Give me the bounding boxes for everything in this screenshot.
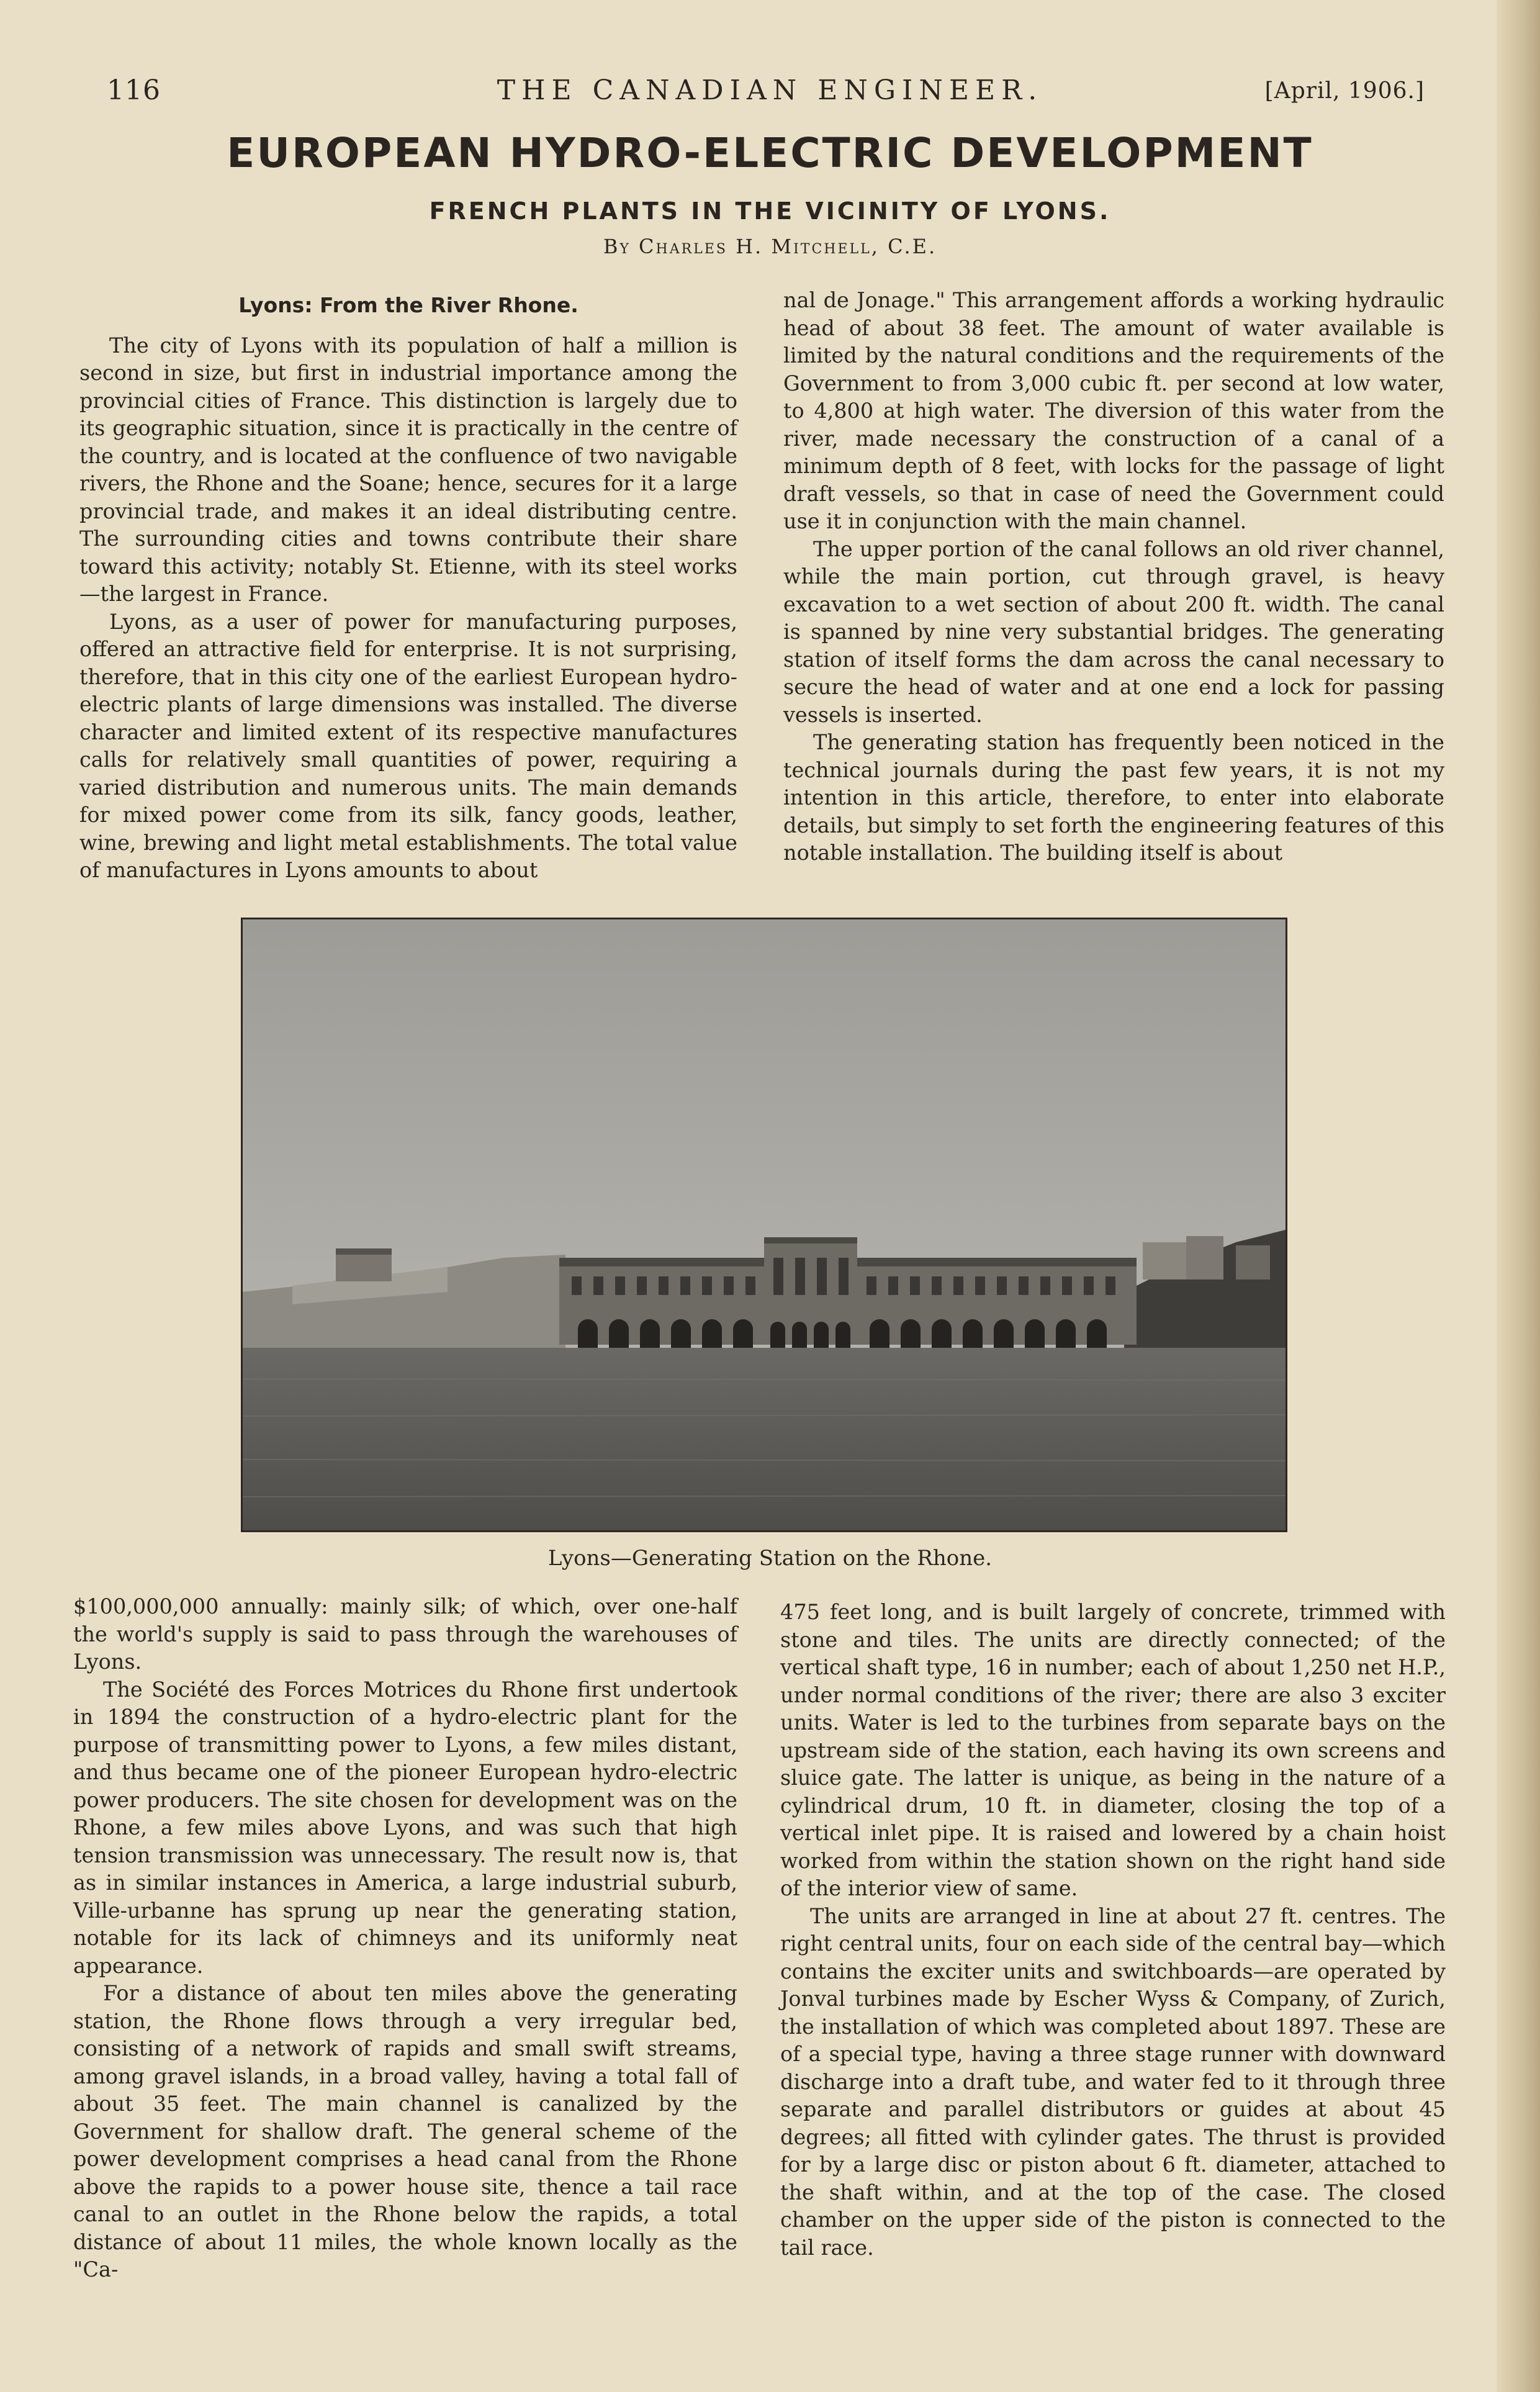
paragraph: The city of Lyons with its population of half a million is second in size, but first in industrial importance among the provincial cities of France. This distinction is largely due to its geographic situation, since it is practically in the centre of the country, and is located at the confluence of two navigable rivers, the Rhone and the Soane; hence, secures for it a large provincial trade, and makes it an ideal distributing centre. The surrounding cities and towns contribute their share toward this activity; notably St. Etienne, with its steel works—the largest in France.	[79, 333, 737, 606]
photo-caption: Lyons—Generating Station on the Rhone.	[547, 1546, 993, 1571]
column-bottom-left	[73, 1593, 737, 2284]
page-number: 116	[107, 74, 161, 106]
paragraph: $100,000,000 annually: mainly silk; of which, over one-half the world's supply is said to pass through the warehouses of Lyons.	[73, 1594, 737, 1674]
article-title: EUROPEAN HYDRO-ELECTRIC DEVELOPMENT	[227, 129, 1313, 177]
page-edge	[1497, 0, 1540, 2392]
paragraph: Lyons, as a user of power for manufacturing purposes, offered an attractive field for enterprise. It is not surprising, therefore, that in this city one of the earliest European hydro-electric plants of large dimensions was installed. The diverse character and limited extent of its respective manufactures calls for relatively small quantities of power, requiring a varied distribution and numerous units. The main demands for mixed power come from its silk, fancy goods, leather, wine, brewing and light metal establishments. The total value of manufactures in Lyons amounts to about	[79, 609, 737, 882]
byline: By Charles H. Mitchell, C.E.	[603, 235, 937, 258]
column-top-right	[783, 287, 1444, 867]
column-top-left	[79, 292, 737, 885]
paragraph: nal de Jonage." This arrangement affords a working hydraulic head of about 38 feet. The amount of water available is limited by the natural conditions and the requirements of the Government to from 3,000 cubic ft. per second at low water, to 4,800 at high water. The diversion of this water from the river, made necessary the construction of a canal of a minimum depth of 8 feet, with locks for the passage of light draft vessels, so that in case of need the Government could use it in conjunction with the main channel.	[783, 288, 1444, 533]
paragraph: The Société des Forces Motrices du Rhone first undertook in 1894 the construction of a hydro-electric plant for the purpose of transmitting power to Lyons, a few miles distant, and thus became one of the pioneer European hydro-electric power producers. The site chosen for development was on the Rhone, a few miles above Lyons, and was such that high tension transmission was unnecessary. The result now is, that as in similar instances in America, a large industrial suburb, Ville-urbanne has sprung up near the generating station, notable for its lack of chimneys and its uniformly neat appearance.	[73, 1677, 737, 1978]
section-heading: Lyons: From the River Rhone.	[238, 293, 579, 317]
issue-date: [April, 1906.]	[1264, 78, 1425, 104]
article-subtitle: FRENCH PLANTS IN THE VICINITY OF LYONS.	[429, 197, 1111, 225]
paragraph: The upper portion of the canal follows an old river channel, while the main portion, cut through gravel, is heavy excavation to a wet section of about 200 ft. width. The canal is spanned by nine very substantial bridges. The generating station of itself forms the dam across the canal necessary to secure the head of water and at one end a lock for passing vessels is inserted.	[783, 536, 1444, 727]
paragraph: For a distance of about ten miles above the generating station, the Rhone flows through a very irregular bed, consisting of a network of rapids and small swift streams, among gravel islands, in a broad valley, having a total fall of about 35 feet. The main channel is canalized by the Government for shallow draft. The general scheme of the power development comprises a head canal from the Rhone above the rapids to a power house site, thence a tail race canal to an outlet in the Rhone below the rapids, a total distance of about 11 miles, the whole known locally as the "Ca-	[73, 1981, 737, 2281]
generating-station-photo	[241, 918, 1287, 1532]
journal-title: THE CANADIAN ENGINEER.	[497, 74, 1043, 106]
paragraph: The generating station has frequently been noticed in the technical journals during the past few years, it is not my intention in this article, therefore, to enter into elaborate details, but simply to set forth the engineering features of this notable installation. The building itself is about	[783, 730, 1444, 865]
column-bottom-right	[780, 1599, 1446, 2262]
paragraph: The units are arranged in line at about 27 ft. centres. The right central units, four on each side of the central bay—which contains the exciter units and switchboards—are operated by Jonval turbines made by Escher Wyss & Company, of Zurich, the installation of which was completed about 1897. These are of a special type, having a three stage runner with downward discharge into a draft tube, and water fed to it through three separate and parallel distributors or guides at about 45 degrees; all fitted with cylinder gates. The thrust is provided for by a large disc or piston about 6 ft. diameter, attached to the shaft within, and at the top of the case. The closed chamber on the upper side of the piston is connected to the tail race.	[780, 1903, 1446, 2260]
paragraph: 475 feet long, and is built largely of concrete, trimmed with stone and tiles. The units are directly connected; of the vertical shaft type, 16 in number; each of about 1,250 net H.P., under normal conditions of the river; there are also 3 exciter units. Water is led to the turbines from separate bays on the upstream side of the station, each having its own screens and sluice gate. The latter is unique, as being in the nature of a cylindrical drum, 10 ft. in diameter, closing the top of a vertical inlet pipe. It is raised and lowered by a chain hoist worked from within the station shown on the right hand side of the interior view of same.	[780, 1600, 1446, 1900]
